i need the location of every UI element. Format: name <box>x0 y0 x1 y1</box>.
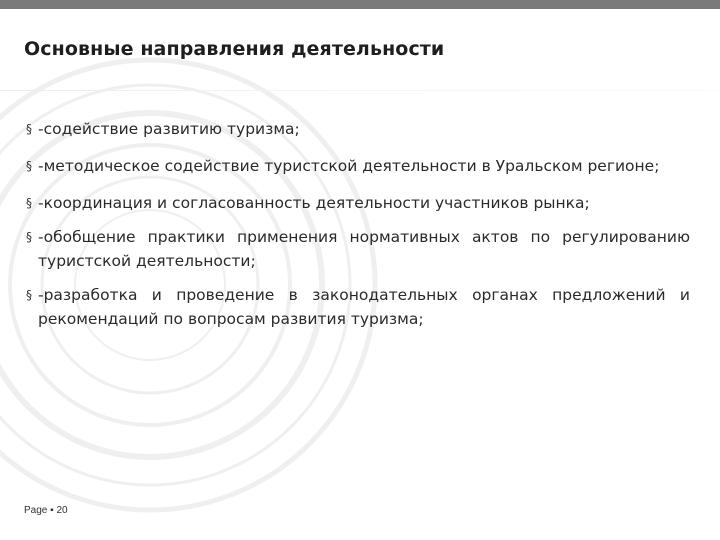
bullet-icon: § <box>26 159 32 173</box>
bullet-item <box>26 117 690 141</box>
bullet-item <box>26 283 690 331</box>
bullet-icon: § <box>26 288 32 302</box>
bullet-item <box>26 191 690 215</box>
bullet-text: -методическое содействие туристской деятельности в Уральском регионе; <box>38 157 660 175</box>
bullet-icon: § <box>26 196 32 210</box>
bullet-text: -разработка и проведение в законодательных органах предложений и рекомендаций по вопросам развития туризма; <box>38 286 690 328</box>
title-divider <box>0 90 720 91</box>
bullet-list <box>26 117 690 331</box>
bullet-icon: § <box>26 122 32 136</box>
bullet-text: -координация и согласованность деятельности участников рынка; <box>38 194 590 212</box>
bullet-text: -содействие развитию туризма; <box>38 120 300 138</box>
bullet-item <box>26 225 690 273</box>
bullet-text: -обобщение практики применения нормативных актов по регулированию туристской деятельности; <box>38 228 690 270</box>
slide-title: Основные направления деятельности <box>24 38 445 60</box>
bullet-item <box>26 154 690 178</box>
page-number: Page ▪ 20 <box>24 505 68 516</box>
bullet-icon: § <box>26 230 32 244</box>
